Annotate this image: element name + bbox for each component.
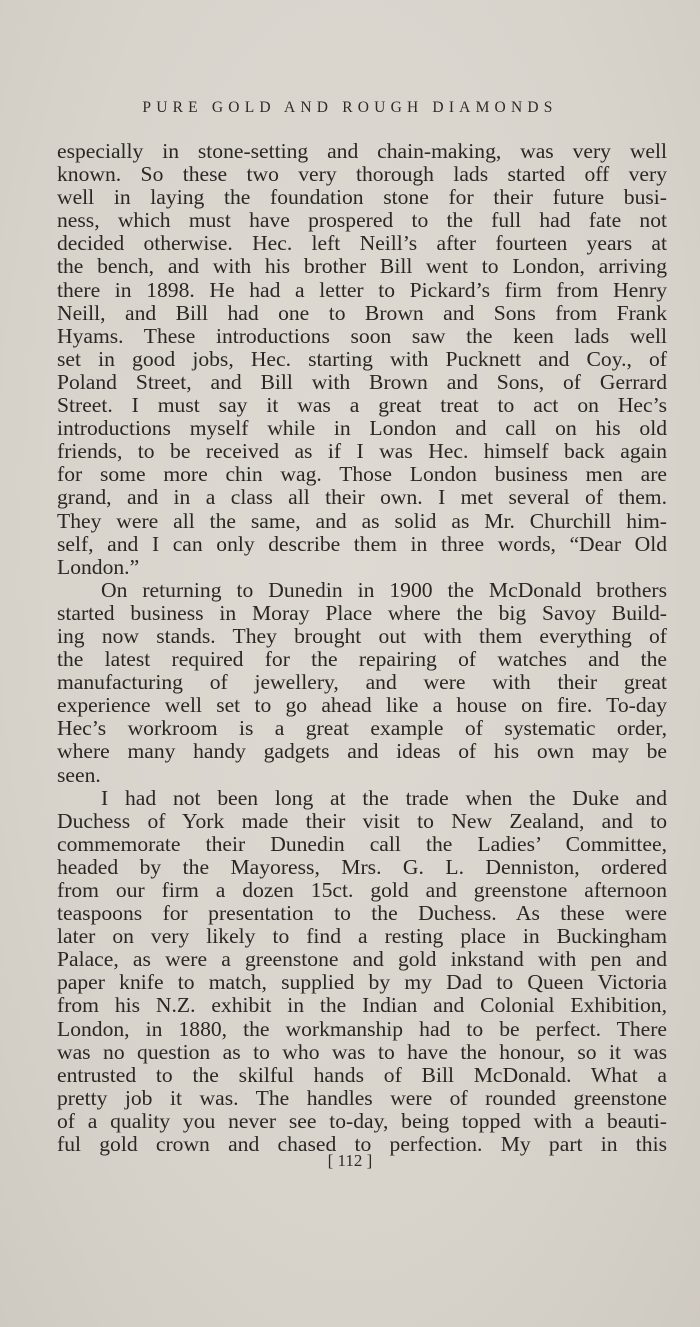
page-number: [ 112 ]	[327, 1151, 373, 1170]
text-line: Palace, as were a greenstone and gold inkstand with pen and	[57, 948, 667, 972]
text-line: grand, and in a class all their own. I met several of them.	[57, 486, 667, 510]
text-line: paper knife to match, supplied by my Dad to Queen Victoria	[57, 971, 667, 995]
text-line: experience well set to go ahead like a house on fire. To-day	[57, 694, 667, 718]
text-line: introductions myself while in London and call on his old	[57, 417, 667, 441]
text-line: Duchess of York made their visit to New Zealand, and to	[57, 809, 667, 833]
text-line: there in 1898. He had a letter to Pickard’s firm from Henry	[57, 278, 667, 302]
running-head: PURE GOLD AND ROUGH DIAMONDS	[142, 99, 558, 116]
text-line: later on very likely to find a resting place in Buckingham	[57, 925, 667, 949]
text-line: from our firm a dozen 15ct. gold and greenstone afternoon	[57, 879, 667, 902]
text-line: for some more chin wag. Those London business men are	[57, 463, 667, 487]
text-line: friends, to be received as if I was Hec. himself back again	[57, 440, 667, 464]
text-line: the latest required for the repairing of watches and the	[57, 648, 667, 672]
text-line: seen.	[57, 763, 101, 787]
text-line: Hec’s workroom is a great example of systematic order,	[57, 717, 667, 741]
text-line: manufacturing of jewellery, and were with their great	[57, 671, 667, 695]
text-line: Street. I must say it was a great treat to act on Hec’s	[57, 394, 667, 418]
text-line: Hyams. These introductions soon saw the keen lads well	[57, 324, 667, 348]
text-line: headed by the Mayoress, Mrs. G. L. Denniston, ordered	[57, 855, 667, 879]
text-line: Neill, and Bill had one to Brown and Sons from Frank	[57, 301, 667, 325]
text-line: decided otherwise. Hec. left Neill’s after fourteen years at	[57, 232, 667, 256]
text-line: London.”	[57, 555, 140, 579]
text-line: the bench, and with his brother Bill went to London, arriving	[57, 255, 667, 279]
text-line: commemorate their Dunedin call the Ladies’ Committee,	[57, 832, 667, 856]
text-line: started business in Moray Place where the big Savoy Build-	[57, 601, 667, 625]
body-text	[57, 140, 667, 1156]
text-line: ful gold crown and chased to perfection. My part in this	[57, 1133, 667, 1157]
text-line: was no question as to who was to have the honour, so it was	[57, 1040, 667, 1064]
text-line: ing now stands. They brought out with them everything of	[57, 624, 667, 648]
text-line: set in good jobs, Hec. starting with Pucknett and Coy., of	[57, 347, 667, 371]
text-line: ness, which must have prospered to the full had fate not	[57, 209, 667, 233]
text-line: from his N.Z. exhibit in the Indian and Colonial Exhibition,	[57, 994, 667, 1018]
text-line: especially in stone-setting and chain-making, was very well	[57, 140, 667, 163]
text-line: They were all the same, and as solid as Mr. Churchill him-	[57, 509, 667, 533]
text-line: teaspoons for presentation to the Duchess. As these were	[57, 902, 667, 926]
text-line: well in laying the foundation stone for their future busi-	[57, 186, 667, 210]
text-line: known. So these two very thorough lads started off very	[57, 163, 667, 187]
text-line: of a quality you never see to-day, being topped with a beauti-	[57, 1109, 667, 1133]
text-line: entrusted to the skilful hands of Bill McDonald. What a	[57, 1063, 667, 1087]
text-line: London, in 1880, the workmanship had to be perfect. There	[57, 1017, 667, 1041]
text-line: self, and I can only describe them in three words, “Dear Old	[57, 532, 667, 556]
text-line: On returning to Dunedin in 1900 the McDonald brothers	[101, 578, 667, 602]
text-line: I had not been long at the trade when the Duke and	[101, 786, 667, 810]
text-line: Poland Street, and Bill with Brown and Sons, of Gerrard	[57, 370, 667, 394]
text-line: pretty job it was. The handles were of rounded greenstone	[57, 1086, 667, 1110]
text-line: where many handy gadgets and ideas of his own may be	[57, 740, 667, 764]
